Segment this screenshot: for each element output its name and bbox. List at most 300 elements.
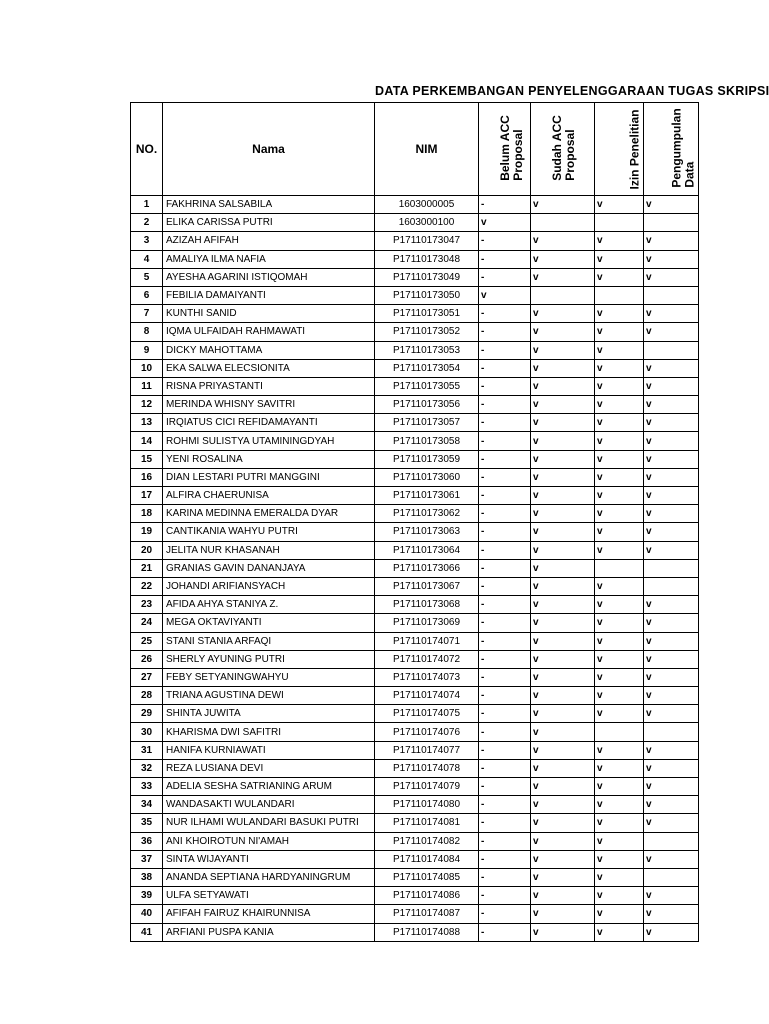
sudah-acc-mark xyxy=(531,286,595,304)
row-number: 27 xyxy=(131,668,163,686)
student-name: AFIFAH FAIRUZ KHAIRUNNISA xyxy=(163,905,375,923)
student-nim: P17110173069 xyxy=(375,614,479,632)
row-number: 30 xyxy=(131,723,163,741)
row-number: 24 xyxy=(131,614,163,632)
belum-acc-mark: - xyxy=(479,923,531,941)
pengumpulan-data-mark: v xyxy=(644,523,699,541)
row-number: 8 xyxy=(131,323,163,341)
belum-acc-mark: - xyxy=(479,832,531,850)
izin-penelitian-mark: v xyxy=(595,305,644,323)
pengumpulan-data-mark: v xyxy=(644,250,699,268)
pengumpulan-data-mark: v xyxy=(644,796,699,814)
row-number: 36 xyxy=(131,832,163,850)
izin-penelitian-mark: v xyxy=(595,232,644,250)
student-name: ALFIRA CHAERUNISA xyxy=(163,487,375,505)
row-number: 3 xyxy=(131,232,163,250)
table-row xyxy=(131,814,699,832)
header-belum-acc: Belum ACC Proposal xyxy=(479,103,531,196)
row-number: 17 xyxy=(131,487,163,505)
table-row xyxy=(131,414,699,432)
student-nim: P17110173049 xyxy=(375,268,479,286)
pengumpulan-data-mark xyxy=(644,341,699,359)
sudah-acc-mark: v xyxy=(531,323,595,341)
table-row xyxy=(131,741,699,759)
student-name: GRANIAS GAVIN DANANJAYA xyxy=(163,559,375,577)
row-number: 25 xyxy=(131,632,163,650)
izin-penelitian-mark: v xyxy=(595,614,644,632)
pengumpulan-data-mark: v xyxy=(644,905,699,923)
student-name: ADELIA SESHA SATRIANING ARUM xyxy=(163,778,375,796)
table-row xyxy=(131,323,699,341)
izin-penelitian-mark: v xyxy=(595,887,644,905)
row-number: 9 xyxy=(131,341,163,359)
izin-penelitian-mark: v xyxy=(595,468,644,486)
student-nim: P17110173058 xyxy=(375,432,479,450)
student-nim: P17110173054 xyxy=(375,359,479,377)
pengumpulan-data-mark: v xyxy=(644,268,699,286)
pengumpulan-data-mark: v xyxy=(644,632,699,650)
row-number: 5 xyxy=(131,268,163,286)
table-row xyxy=(131,341,699,359)
student-name: AMALIYA ILMA NAFIA xyxy=(163,250,375,268)
row-number: 33 xyxy=(131,778,163,796)
student-name: MERINDA WHISNY SAVITRI xyxy=(163,396,375,414)
student-nim: P17110174086 xyxy=(375,887,479,905)
student-name: ARFIANI PUSPA KANIA xyxy=(163,923,375,941)
pengumpulan-data-mark xyxy=(644,723,699,741)
pengumpulan-data-mark xyxy=(644,286,699,304)
header-pengumpulan-data: Pengumpulan Data xyxy=(644,103,699,196)
table-row xyxy=(131,396,699,414)
pengumpulan-data-mark: v xyxy=(644,305,699,323)
belum-acc-mark: - xyxy=(479,559,531,577)
izin-penelitian-mark: v xyxy=(595,741,644,759)
student-nim: P17110173057 xyxy=(375,414,479,432)
table-row xyxy=(131,668,699,686)
sudah-acc-mark: v xyxy=(531,668,595,686)
student-name: AZIZAH AFIFAH xyxy=(163,232,375,250)
table-row xyxy=(131,523,699,541)
belum-acc-mark: - xyxy=(479,323,531,341)
student-name: MEGA OKTAVIYANTI xyxy=(163,614,375,632)
sudah-acc-mark: v xyxy=(531,559,595,577)
izin-penelitian-mark: v xyxy=(595,196,644,214)
izin-penelitian-mark: v xyxy=(595,414,644,432)
pengumpulan-data-mark: v xyxy=(644,487,699,505)
row-number: 31 xyxy=(131,741,163,759)
izin-penelitian-mark: v xyxy=(595,905,644,923)
table-row xyxy=(131,250,699,268)
student-nim: P17110173068 xyxy=(375,596,479,614)
belum-acc-mark: - xyxy=(479,341,531,359)
izin-penelitian-mark xyxy=(595,214,644,232)
izin-penelitian-mark: v xyxy=(595,577,644,595)
izin-penelitian-mark: v xyxy=(595,668,644,686)
pengumpulan-data-mark: v xyxy=(644,668,699,686)
student-name: REZA LUSIANA DEVI xyxy=(163,759,375,777)
table-row xyxy=(131,268,699,286)
sudah-acc-mark: v xyxy=(531,650,595,668)
pengumpulan-data-mark xyxy=(644,214,699,232)
izin-penelitian-mark: v xyxy=(595,650,644,668)
belum-acc-mark: - xyxy=(479,396,531,414)
table-row xyxy=(131,632,699,650)
row-number: 6 xyxy=(131,286,163,304)
sudah-acc-mark: v xyxy=(531,377,595,395)
pengumpulan-data-mark xyxy=(644,559,699,577)
student-nim: P17110174084 xyxy=(375,850,479,868)
student-nim: P17110173059 xyxy=(375,450,479,468)
belum-acc-mark: - xyxy=(479,614,531,632)
belum-acc-mark: - xyxy=(479,687,531,705)
pengumpulan-data-mark: v xyxy=(644,850,699,868)
table-row xyxy=(131,232,699,250)
pengumpulan-data-mark: v xyxy=(644,741,699,759)
sudah-acc-mark: v xyxy=(531,523,595,541)
row-number: 38 xyxy=(131,868,163,886)
belum-acc-mark: - xyxy=(479,541,531,559)
row-number: 34 xyxy=(131,796,163,814)
izin-penelitian-mark: v xyxy=(595,523,644,541)
student-name: JELITA NUR KHASANAH xyxy=(163,541,375,559)
belum-acc-mark: - xyxy=(479,450,531,468)
izin-penelitian-mark xyxy=(595,559,644,577)
student-nim: P17110173067 xyxy=(375,577,479,595)
student-name: EKA SALWA ELECSIONITA xyxy=(163,359,375,377)
row-number: 29 xyxy=(131,705,163,723)
belum-acc-mark: - xyxy=(479,468,531,486)
student-nim: P17110174075 xyxy=(375,705,479,723)
student-nim: P17110173051 xyxy=(375,305,479,323)
sudah-acc-mark: v xyxy=(531,250,595,268)
izin-penelitian-mark: v xyxy=(595,759,644,777)
belum-acc-mark: - xyxy=(479,305,531,323)
student-nim: P17110174077 xyxy=(375,741,479,759)
sudah-acc-mark: v xyxy=(531,268,595,286)
student-name: KHARISMA DWI SAFITRI xyxy=(163,723,375,741)
row-number: 28 xyxy=(131,687,163,705)
table-row xyxy=(131,923,699,941)
student-nim: P17110174073 xyxy=(375,668,479,686)
table-row xyxy=(131,796,699,814)
student-name: SINTA WIJAYANTI xyxy=(163,850,375,868)
izin-penelitian-mark: v xyxy=(595,814,644,832)
sudah-acc-mark: v xyxy=(531,487,595,505)
row-number: 23 xyxy=(131,596,163,614)
header-sudah-acc: Sudah ACC Proposal xyxy=(531,103,595,196)
belum-acc-mark: - xyxy=(479,905,531,923)
student-name: RISNA PRIYASTANTI xyxy=(163,377,375,395)
student-name: HANIFA KURNIAWATI xyxy=(163,741,375,759)
izin-penelitian-mark xyxy=(595,286,644,304)
student-name: SHINTA JUWITA xyxy=(163,705,375,723)
pengumpulan-data-mark: v xyxy=(644,814,699,832)
table-body xyxy=(131,196,699,942)
sudah-acc-mark: v xyxy=(531,796,595,814)
pengumpulan-data-mark: v xyxy=(644,541,699,559)
row-number: 14 xyxy=(131,432,163,450)
row-number: 16 xyxy=(131,468,163,486)
sudah-acc-mark: v xyxy=(531,505,595,523)
belum-acc-mark: v xyxy=(479,286,531,304)
student-nim: P17110174085 xyxy=(375,868,479,886)
belum-acc-mark: - xyxy=(479,759,531,777)
student-nim: P17110173053 xyxy=(375,341,479,359)
header-row xyxy=(131,103,699,196)
pengumpulan-data-mark: v xyxy=(644,614,699,632)
student-nim: P17110174079 xyxy=(375,778,479,796)
student-name: ROHMI SULISTYA UTAMININGDYAH xyxy=(163,432,375,450)
belum-acc-mark: - xyxy=(479,196,531,214)
sudah-acc-mark: v xyxy=(531,432,595,450)
table-row xyxy=(131,905,699,923)
belum-acc-mark: - xyxy=(479,268,531,286)
student-nim: 1603000100 xyxy=(375,214,479,232)
row-number: 15 xyxy=(131,450,163,468)
student-nim: P17110173063 xyxy=(375,523,479,541)
table-row xyxy=(131,541,699,559)
table-row xyxy=(131,577,699,595)
student-nim: P17110173061 xyxy=(375,487,479,505)
student-name: CANTIKANIA WAHYU PUTRI xyxy=(163,523,375,541)
table-row xyxy=(131,759,699,777)
sudah-acc-mark: v xyxy=(531,359,595,377)
row-number: 22 xyxy=(131,577,163,595)
row-number: 11 xyxy=(131,377,163,395)
pengumpulan-data-mark: v xyxy=(644,887,699,905)
sudah-acc-mark: v xyxy=(531,905,595,923)
header-no: NO. xyxy=(131,103,163,196)
student-name: DICKY MAHOTTAMA xyxy=(163,341,375,359)
belum-acc-mark: - xyxy=(479,577,531,595)
table-row xyxy=(131,450,699,468)
student-nim: P17110173047 xyxy=(375,232,479,250)
sudah-acc-mark: v xyxy=(531,923,595,941)
student-name: FEBY SETYANINGWAHYU xyxy=(163,668,375,686)
row-number: 40 xyxy=(131,905,163,923)
belum-acc-mark: - xyxy=(479,487,531,505)
table-row xyxy=(131,778,699,796)
student-nim: P17110173062 xyxy=(375,505,479,523)
pengumpulan-data-mark: v xyxy=(644,377,699,395)
row-number: 1 xyxy=(131,196,163,214)
pengumpulan-data-mark xyxy=(644,868,699,886)
student-name: WANDASAKTI WULANDARI xyxy=(163,796,375,814)
sudah-acc-mark xyxy=(531,214,595,232)
izin-penelitian-mark: v xyxy=(595,541,644,559)
row-number: 2 xyxy=(131,214,163,232)
pengumpulan-data-mark: v xyxy=(644,196,699,214)
pengumpulan-data-mark: v xyxy=(644,596,699,614)
belum-acc-mark: - xyxy=(479,850,531,868)
table-row xyxy=(131,487,699,505)
sudah-acc-mark: v xyxy=(531,232,595,250)
student-nim: P17110173066 xyxy=(375,559,479,577)
izin-penelitian-mark: v xyxy=(595,868,644,886)
sudah-acc-mark: v xyxy=(531,414,595,432)
row-number: 10 xyxy=(131,359,163,377)
pengumpulan-data-mark: v xyxy=(644,923,699,941)
sudah-acc-mark: v xyxy=(531,687,595,705)
belum-acc-mark: - xyxy=(479,741,531,759)
sudah-acc-mark: v xyxy=(531,778,595,796)
sudah-acc-mark: v xyxy=(531,396,595,414)
table-row xyxy=(131,214,699,232)
pengumpulan-data-mark: v xyxy=(644,687,699,705)
table-row xyxy=(131,377,699,395)
sudah-acc-mark: v xyxy=(531,305,595,323)
belum-acc-mark: - xyxy=(479,868,531,886)
student-nim: P17110173052 xyxy=(375,323,479,341)
pengumpulan-data-mark: v xyxy=(644,705,699,723)
belum-acc-mark: - xyxy=(479,523,531,541)
izin-penelitian-mark: v xyxy=(595,923,644,941)
pengumpulan-data-mark: v xyxy=(644,323,699,341)
table-row xyxy=(131,868,699,886)
izin-penelitian-mark: v xyxy=(595,377,644,395)
row-number: 32 xyxy=(131,759,163,777)
header-nama: Nama xyxy=(163,103,375,196)
sudah-acc-mark: v xyxy=(531,468,595,486)
table-row xyxy=(131,305,699,323)
sudah-acc-mark: v xyxy=(531,341,595,359)
izin-penelitian-mark: v xyxy=(595,450,644,468)
pengumpulan-data-mark: v xyxy=(644,778,699,796)
belum-acc-mark: - xyxy=(479,377,531,395)
student-nim: P17110174082 xyxy=(375,832,479,850)
row-number: 35 xyxy=(131,814,163,832)
student-nim: P17110174074 xyxy=(375,687,479,705)
student-name: AFIDA AHYA STANIYA Z. xyxy=(163,596,375,614)
row-number: 7 xyxy=(131,305,163,323)
sudah-acc-mark: v xyxy=(531,632,595,650)
table-row xyxy=(131,596,699,614)
row-number: 26 xyxy=(131,650,163,668)
student-nim: P17110173056 xyxy=(375,396,479,414)
izin-penelitian-mark: v xyxy=(595,432,644,450)
izin-penelitian-mark xyxy=(595,723,644,741)
belum-acc-mark: - xyxy=(479,723,531,741)
table-row xyxy=(131,559,699,577)
student-name: ELIKA CARISSA PUTRI xyxy=(163,214,375,232)
student-name: KARINA MEDINNA EMERALDA DYAR xyxy=(163,505,375,523)
student-progress-table xyxy=(130,102,699,942)
student-name: TRIANA AGUSTINA DEWI xyxy=(163,687,375,705)
student-nim: P17110173050 xyxy=(375,286,479,304)
student-name: AYESHA AGARINI ISTIQOMAH xyxy=(163,268,375,286)
izin-penelitian-mark: v xyxy=(595,796,644,814)
sudah-acc-mark: v xyxy=(531,741,595,759)
sudah-acc-mark: v xyxy=(531,450,595,468)
table-row xyxy=(131,614,699,632)
student-name: IRQIATUS CICI REFIDAMAYANTI xyxy=(163,414,375,432)
student-nim: P17110173060 xyxy=(375,468,479,486)
izin-penelitian-mark: v xyxy=(595,396,644,414)
table-row xyxy=(131,705,699,723)
sudah-acc-mark: v xyxy=(531,814,595,832)
student-nim: P17110174076 xyxy=(375,723,479,741)
row-number: 18 xyxy=(131,505,163,523)
izin-penelitian-mark: v xyxy=(595,778,644,796)
pengumpulan-data-mark: v xyxy=(644,232,699,250)
student-nim: 1603000005 xyxy=(375,196,479,214)
belum-acc-mark: - xyxy=(479,414,531,432)
pengumpulan-data-mark: v xyxy=(644,450,699,468)
student-name: FEBILIA DAMAIYANTI xyxy=(163,286,375,304)
table-row xyxy=(131,850,699,868)
student-name: ANI KHOIROTUN NI'AMAH xyxy=(163,832,375,850)
belum-acc-mark: - xyxy=(479,432,531,450)
student-name: ANANDA SEPTIANA HARDYANINGRUM xyxy=(163,868,375,886)
pengumpulan-data-mark: v xyxy=(644,505,699,523)
izin-penelitian-mark: v xyxy=(595,632,644,650)
row-number: 20 xyxy=(131,541,163,559)
student-name: STANI STANIA ARFAQI xyxy=(163,632,375,650)
table-row xyxy=(131,196,699,214)
sudah-acc-mark: v xyxy=(531,850,595,868)
row-number: 12 xyxy=(131,396,163,414)
student-nim: P17110174081 xyxy=(375,814,479,832)
student-nim: P17110174071 xyxy=(375,632,479,650)
student-nim: P17110174088 xyxy=(375,923,479,941)
sudah-acc-mark: v xyxy=(531,759,595,777)
row-number: 37 xyxy=(131,850,163,868)
belum-acc-mark: - xyxy=(479,632,531,650)
izin-penelitian-mark: v xyxy=(595,323,644,341)
table-row xyxy=(131,687,699,705)
belum-acc-mark: v xyxy=(479,214,531,232)
izin-penelitian-mark: v xyxy=(595,850,644,868)
sudah-acc-mark: v xyxy=(531,196,595,214)
belum-acc-mark: - xyxy=(479,887,531,905)
izin-penelitian-mark: v xyxy=(595,705,644,723)
sudah-acc-mark: v xyxy=(531,541,595,559)
sudah-acc-mark: v xyxy=(531,868,595,886)
pengumpulan-data-mark: v xyxy=(644,414,699,432)
student-name: NUR ILHAMI WULANDARI BASUKI PUTRI xyxy=(163,814,375,832)
row-number: 13 xyxy=(131,414,163,432)
student-nim: P17110174078 xyxy=(375,759,479,777)
pengumpulan-data-mark: v xyxy=(644,396,699,414)
pengumpulan-data-mark xyxy=(644,832,699,850)
table-row xyxy=(131,286,699,304)
izin-penelitian-mark: v xyxy=(595,687,644,705)
row-number: 21 xyxy=(131,559,163,577)
belum-acc-mark: - xyxy=(479,359,531,377)
student-nim: P17110174072 xyxy=(375,650,479,668)
belum-acc-mark: - xyxy=(479,650,531,668)
sudah-acc-mark: v xyxy=(531,577,595,595)
belum-acc-mark: - xyxy=(479,778,531,796)
student-name: FAKHRINA SALSABILA xyxy=(163,196,375,214)
table-row xyxy=(131,832,699,850)
izin-penelitian-mark: v xyxy=(595,487,644,505)
belum-acc-mark: - xyxy=(479,705,531,723)
table-row xyxy=(131,468,699,486)
student-nim: P17110173055 xyxy=(375,377,479,395)
pengumpulan-data-mark: v xyxy=(644,650,699,668)
student-nim: P17110173064 xyxy=(375,541,479,559)
header-izin-penelitian: Izin Penelitian xyxy=(595,103,644,196)
student-nim: P17110174080 xyxy=(375,796,479,814)
student-name: KUNTHI SANID xyxy=(163,305,375,323)
izin-penelitian-mark: v xyxy=(595,596,644,614)
sudah-acc-mark: v xyxy=(531,705,595,723)
student-name: ULFA SETYAWATI xyxy=(163,887,375,905)
student-name: JOHANDI ARIFIANSYACH xyxy=(163,577,375,595)
page-title: DATA PERKEMBANGAN PENYELENGGARAAN TUGAS SKRIPSI xyxy=(375,84,769,98)
belum-acc-mark: - xyxy=(479,796,531,814)
